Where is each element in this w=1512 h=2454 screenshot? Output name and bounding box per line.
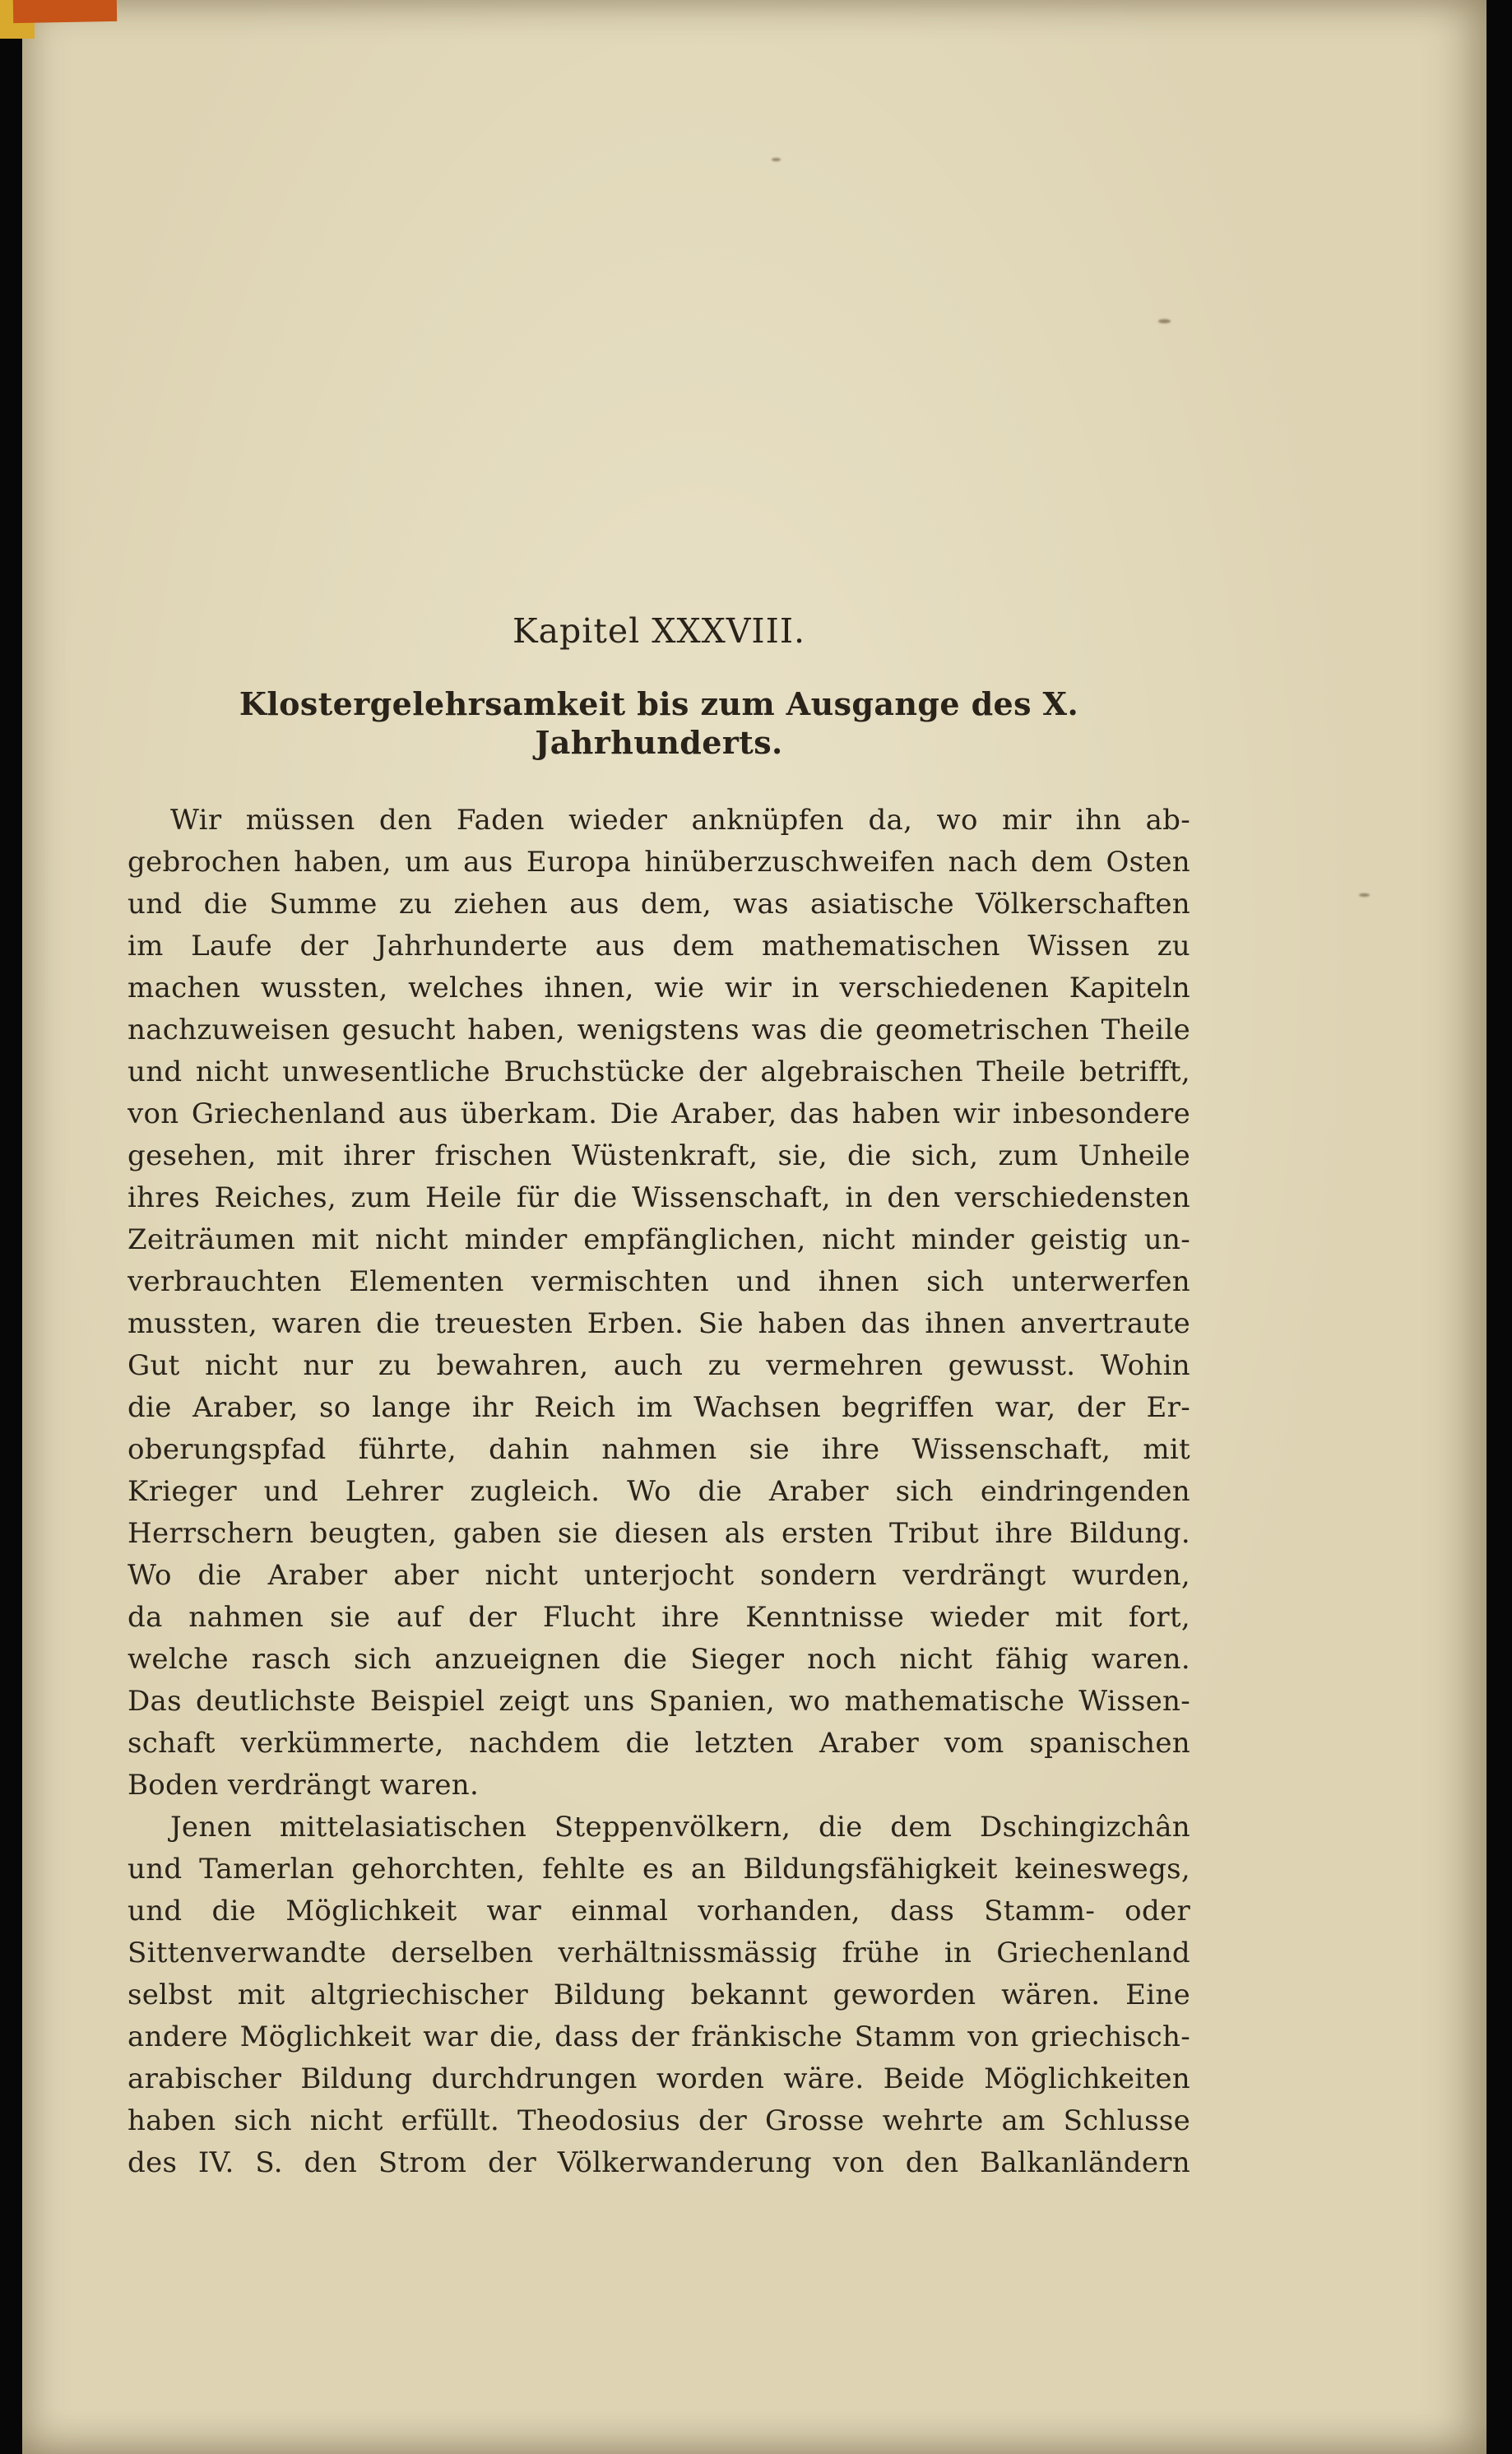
text-line: selbst mit altgriechischer Bildung bekannt geworden wären. Eine [128, 1979, 1190, 2011]
text-line: und die Summe zu ziehen aus dem, was asiatische Völkerschaften [128, 888, 1190, 921]
text-line: und nicht unwesentliche Bruchstücke der algebraischen Theile betrifft, [128, 1055, 1190, 1088]
scan-speck [1359, 893, 1370, 897]
paragraph [128, 800, 1190, 1807]
text-line: des IV. S. den Strom der Völkerwanderung von den Balkanländern [128, 2146, 1190, 2179]
text-line: da nahmen sie auf der Flucht ihre Kenntnisse wieder mit fort, [128, 1601, 1190, 1634]
text-line: Zeiträumen mit nicht minder empfänglichen, nicht minder geistig un- [128, 1223, 1190, 1256]
text-line: Sittenverwandte derselben verhältnissmässig frühe in Griechenland [128, 1937, 1190, 1969]
body-text [128, 800, 1190, 2184]
text-line: gesehen, mit ihrer frischen Wüstenkraft, sie, die sich, zum Unheile [128, 1139, 1190, 1172]
text-line: Herrschern beugten, gaben sie diesen als ersten Tribut ihre Bildung. [128, 1517, 1190, 1550]
text-line: Krieger und Lehrer zugleich. Wo die Araber sich eindringenden [128, 1475, 1190, 1508]
text-line: Gut nicht nur zu bewahren, auch zu vermehren gewusst. Wohin [128, 1349, 1190, 1382]
text-line: im Laufe der Jahrhunderte aus dem mathematischen Wissen zu [128, 930, 1190, 963]
text-line: von Griechenland aus überkam. Die Araber, das haben wir inbesondere [128, 1097, 1190, 1130]
text-line: schaft verkümmerte, nachdem die letzten Araber vom spanischen [128, 1727, 1190, 1760]
text-line: verbrauchten Elementen vermischten und ihnen sich unterwerfen [128, 1265, 1190, 1298]
text-line: Boden verdrängt waren. [128, 1769, 480, 1802]
book-page [22, 0, 1486, 2454]
text-line: arabischer Bildung durchdrungen worden wäre. Beide Möglichkeiten [128, 2062, 1190, 2095]
text-line: und Tamerlan gehorchten, fehlte es an Bildungsfähigkeit keineswegs, [128, 1853, 1190, 1886]
text-line: andere Möglichkeit war die, dass der fränkische Stamm von griechisch- [128, 2020, 1190, 2053]
text-line: mussten, waren die treuesten Erben. Sie haben das ihnen anvertraute [128, 1307, 1190, 1340]
paragraph [128, 1807, 1190, 2184]
scan-speck [772, 158, 781, 161]
text-line: haben sich nicht erfüllt. Theodosius der Grosse wehrte am Schlusse [128, 2104, 1190, 2137]
text-line: welche rasch sich anzueignen die Sieger noch nicht fähig waren. [128, 1643, 1190, 1676]
text-line: Das deutlichste Beispiel zeigt uns Spanien, wo mathematische Wissen- [128, 1685, 1190, 1718]
text-line: nachzuweisen gesucht haben, wenigstens was die geometrischen Theile [128, 1014, 1190, 1046]
text-line: gebrochen haben, um aus Europa hinüberzuschweifen nach dem Osten [128, 846, 1190, 879]
text-line: die Araber, so lange ihr Reich im Wachsen begriffen war, der Er- [128, 1391, 1190, 1424]
section-heading: Klostergelehrsamkeit bis zum Ausgange des X. Jahrhunderts. [239, 685, 1079, 761]
text-line: Wo die Araber aber nicht unterjocht sondern verdrängt wurden, [128, 1559, 1190, 1592]
scan-artifact-orange [13, 0, 118, 23]
text-line: ihres Reiches, zum Heile für die Wissenschaft, in den verschiedensten [128, 1181, 1190, 1214]
text-line: und die Möglichkeit war einmal vorhanden, dass Stamm- oder [128, 1895, 1190, 1927]
text-line: Wir müssen den Faden wieder anknüpfen da, wo mir ihn ab- [170, 804, 1190, 837]
text-line: machen wussten, welches ihnen, wie wir in verschiedenen Kapiteln [128, 972, 1190, 1004]
chapter-heading: Kapitel XXXVIII. [512, 611, 806, 651]
scan-speck [1158, 319, 1171, 323]
text-line: oberungspfad führte, dahin nahmen sie ihre Wissenschaft, mit [128, 1433, 1190, 1466]
text-block [128, 610, 1190, 2184]
text-line: Jenen mittelasiatischen Steppenvölkern, die dem Dschingizchân [170, 1811, 1190, 1844]
